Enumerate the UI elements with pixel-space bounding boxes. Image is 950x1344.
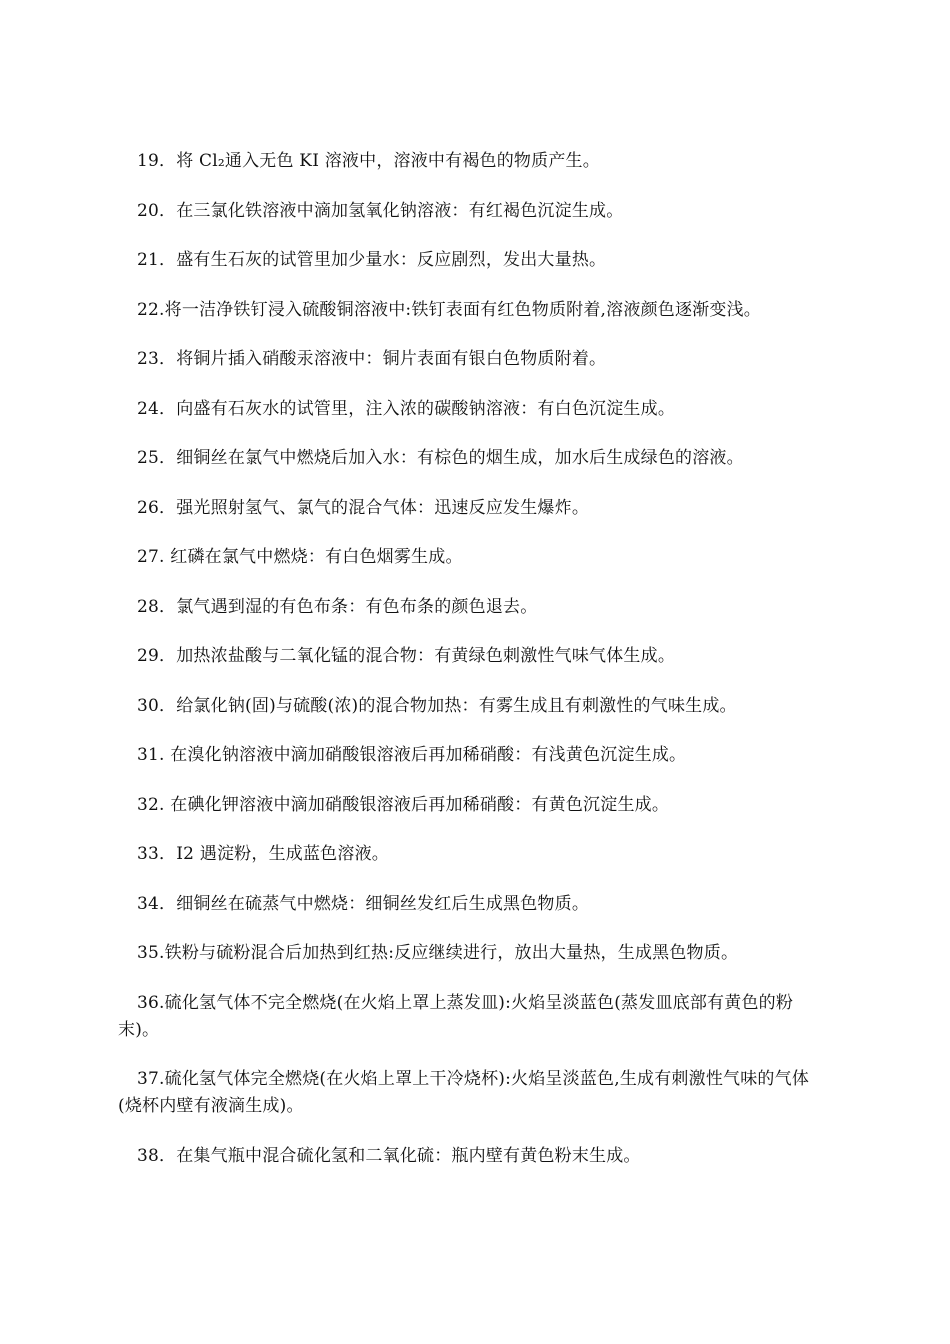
list-item: 34．细铜丝在硫蒸气中燃烧：细铜丝发红后生成黑色物质。 — [137, 893, 590, 914]
list-item: 23．将铜片插入硝酸汞溶液中：铜片表面有银白色物质附着。 — [137, 349, 607, 369]
list-item: 32. 在碘化钾溶液中滴加硝酸银溶液后再加稀硝酸：有黄色沉淀生成。 — [137, 794, 670, 815]
experiment-list — [118, 148, 818, 1192]
list-item: 30．给氯化钠(固)与硫酸(浓)的混合物加热：有雾生成且有刺激性的气味生成。 — [137, 695, 737, 716]
list-item: 24．向盛有石灰水的试管里，注入浓的碳酸钠溶液：有白色沉淀生成。 — [137, 398, 676, 419]
list-item: 38．在集气瓶中混合硫化氢和二氧化硫：瓶内壁有黄色粉末生成。 — [137, 1145, 641, 1166]
list-item: 22.将一洁净铁钉浸入硫酸铜溶液中:铁钉表面有红色物质附着,溶液颜色逐渐变浅。 — [137, 299, 761, 320]
list-item: 20．在三氯化铁溶液中滴加氢氧化钠溶液：有红褐色沉淀生成。 — [137, 200, 624, 221]
list-item: 31. 在溴化钠溶液中滴加硝酸银溶液后再加稀硝酸：有浅黄色沉淀生成。 — [137, 745, 687, 765]
list-item: 28．氯气遇到湿的有色布条：有色布条的颜色退去。 — [137, 596, 538, 617]
list-item: 19．将 Cl₂通入无色 KI 溶液中，溶液中有褐色的物质产生。 — [137, 151, 600, 171]
list-item: 27. 红磷在氯气中燃烧：有白色烟雾生成。 — [137, 547, 463, 567]
list-item: 35.铁粉与硫粉混合后加热到红热:反应继续进行，放出大量热，生成黑色物质。 — [137, 943, 739, 963]
list-item: 25．细铜丝在氯气中燃烧后加入水：有棕色的烟生成，加水后生成绿色的溶液。 — [137, 448, 744, 468]
list-item: 37.硫化氢气体完全燃烧(在火焰上罩上干冷烧杯):火焰呈淡蓝色,生成有刺激性气味的气体(烧杯内壁有液滴生成)。 — [118, 1069, 810, 1116]
list-item: 26．强光照射氢气、氯气的混合气体：迅速反应发生爆炸。 — [137, 497, 590, 518]
list-item: 33．I2 遇淀粉，生成蓝色溶液。 — [137, 844, 389, 864]
list-item: 36.硫化氢气体不完全燃烧(在火焰上罩上蒸发皿):火焰呈淡蓝色(蒸发皿底部有黄色的粉末)。 — [118, 992, 794, 1040]
list-item: 21．盛有生石灰的试管里加少量水：反应剧烈，发出大量热。 — [137, 250, 607, 270]
list-item: 29．加热浓盐酸与二氧化锰的混合物：有黄绿色刺激性气味气体生成。 — [137, 646, 676, 666]
